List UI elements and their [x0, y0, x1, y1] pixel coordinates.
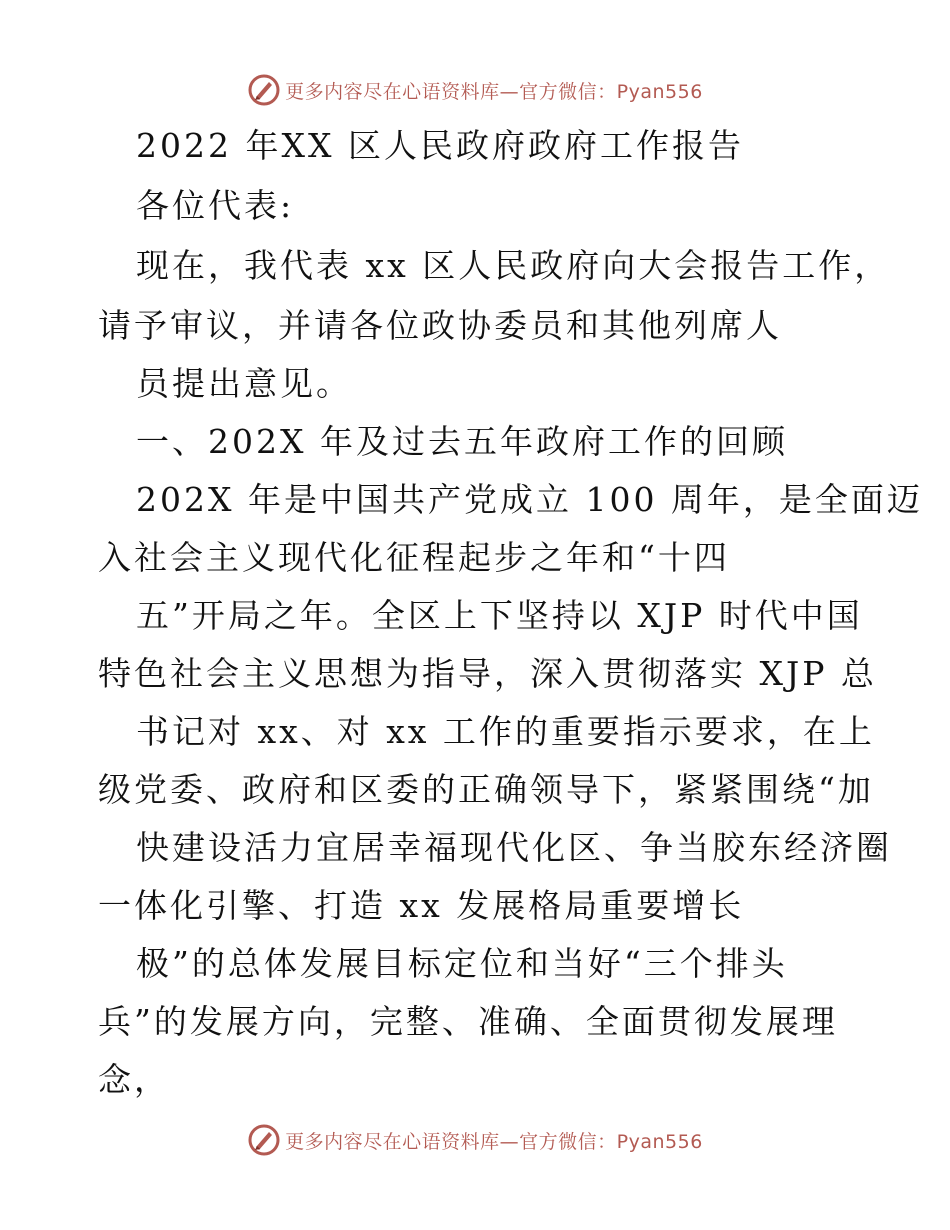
doc-line: 员提出意见。 [136, 364, 352, 403]
doc-line: 书记对 xx、对 xx 工作的重要指示要求，在上 [136, 712, 875, 751]
doc-line: 202X 年是中国共产党成立 100 周年，是全面迈 [136, 480, 923, 519]
pen-logo-icon [247, 73, 281, 107]
doc-line: 快建设活力宜居幸福现代化区、争当胶东经济圈 [136, 828, 892, 867]
pen-logo-icon [247, 1123, 281, 1157]
doc-line: 级党委、政府和区委的正确领导下，紧紧围绕“加 [98, 770, 874, 809]
footer-watermark [0, 1118, 950, 1162]
doc-line: 现在，我代表 xx 区人民政府向大会报告工作， [136, 246, 891, 285]
doc-line: 念， [98, 1060, 170, 1099]
doc-line: 特色社会主义思想为指导，深入贯彻落实 XJP 总 [98, 654, 877, 693]
doc-title: 2022 年XX 区人民政府政府工作报告 [136, 126, 744, 165]
doc-line: 兵”的发展方向，完整、准确、全面贯彻发展理 [98, 1002, 838, 1041]
doc-line: 入社会主义现代化征程起步之年和“十四 [98, 538, 730, 577]
watermark-text: 更多内容尽在心语资料库—官方微信：Pyan556 [285, 1130, 703, 1153]
doc-line: 各位代表: [136, 186, 295, 225]
doc-line: 五”开局之年。全区上下坚持以 XJP 时代中国 [136, 596, 863, 635]
doc-line: 请予审议，并请各位政协委员和其他列席人 [98, 306, 782, 345]
header-watermark [0, 68, 950, 112]
doc-line: 极”的总体发展目标定位和当好“三个排头 [136, 944, 788, 983]
watermark-text: 更多内容尽在心语资料库—官方微信：Pyan556 [285, 80, 703, 103]
doc-line: 一体化引擎、打造 xx 发展格局重要增长 [98, 886, 745, 925]
section-heading: 一、202X 年及过去五年政府工作的回顾 [136, 422, 788, 461]
